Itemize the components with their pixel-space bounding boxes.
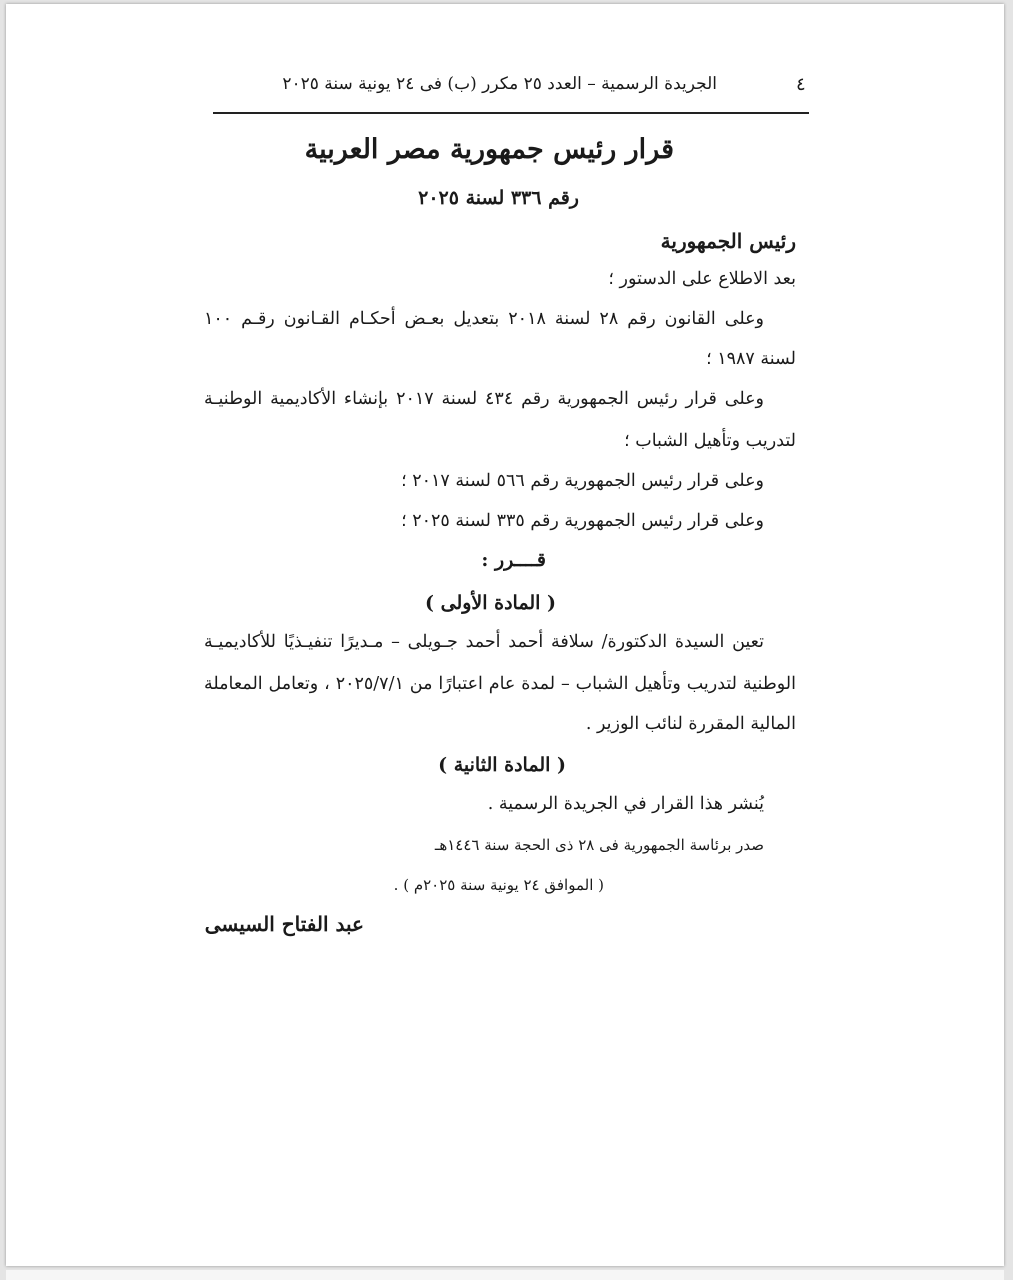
decided-heading: قــــرر : [481, 549, 546, 571]
preamble-line: وعلى قرار رئيس الجمهورية رقم ٤٣٤ لسنة ٢٠١٧ بإنشاء الأكاديمية الوطنيـة [204, 389, 765, 409]
decree-number: رقم ٣٣٦ لسنة ٢٠٢٥ [418, 187, 579, 209]
article-1-line: المالية المقررة لنائب الوزير . [585, 714, 796, 734]
header-divider [213, 112, 809, 114]
preamble-line: وعلى قرار رئيس الجمهورية رقم ٥٦٦ لسنة ٢٠١٧ ؛ [401, 471, 764, 491]
article-2-title: ( المادة الثانية ) [438, 754, 566, 776]
preamble-line: وعلى القانون رقم ٢٨ لسنة ٢٠١٨ بتعديل بعـض أحكـام القـانون رقـم ١٠٠ [204, 309, 765, 329]
decree-issuer: رئيس الجمهورية [660, 229, 796, 253]
article-1-line: تعين السيدة الدكتورة/ سلافة أحمد أحمد جـويلى – مـديرًا تنفيـذيًا للأكاديميـة [204, 632, 764, 652]
issued-line: صدر برئاسة الجمهورية فى ٢٨ ذى الحجة سنة ١٤٤٦هـ [434, 836, 764, 854]
article-1-title: ( المادة الأولى ) [425, 592, 556, 614]
preamble-line: وعلى قرار رئيس الجمهورية رقم ٣٣٥ لسنة ٢٠٢٥ ؛ [401, 511, 764, 531]
next-page-edge [6, 1270, 1004, 1280]
preamble-line: لسنة ١٩٨٧ ؛ [706, 349, 796, 369]
gazette-issue-header: الجريدة الرسمية – العدد ٢٥ مكرر (ب) فى ٢٤ يونية سنة ٢٠٢٥ [282, 74, 717, 94]
preamble-line: لتدريب وتأهيل الشباب ؛ [624, 431, 796, 451]
signature-name: عبد الفتاح السيسى [204, 912, 364, 936]
document-page [6, 4, 1004, 1266]
article-1-line: الوطنية لتدريب وتأهيل الشباب – لمدة عام اعتبارًا من ٢٠٢٥/٧/١ ، وتعامل المعاملة [204, 674, 796, 694]
preamble-line: بعد الاطلاع على الدستور ؛ [608, 269, 796, 289]
decree-title: قرار رئيس جمهورية مصر العربية [304, 134, 674, 165]
article-2-line: يُنشر هذا القرار في الجريدة الرسمية . [487, 794, 764, 814]
page-number: ٤ [796, 74, 806, 95]
corresponding-date: ( الموافق ٢٤ يونية سنة ٢٠٢٥م ) . [393, 876, 604, 894]
